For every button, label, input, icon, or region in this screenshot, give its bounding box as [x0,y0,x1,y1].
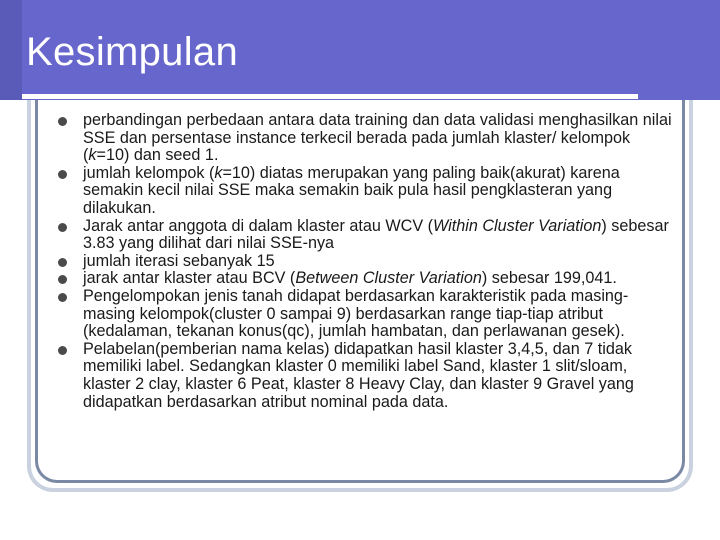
text-segment: perbandingan perbedaan antara data training dan data validasi menghasilkan nilai SSE dan persentase instance terkecil berada pada jumlah klaster/ kelompok ( [83,111,672,165]
text-segment: Pelabelan(pemberian nama kelas) didapatkan hasil klaster 3,4,5, dan 7 tidak memiliki label. Sedangkan klaster 0 memiliki label Sand, klaster 1 slit/sloam, klaster 2 clay, klaster 6 Peat, klaster 8 Heavy Clay, dan klaster 9 Gravel yang didapatkan berdasarkan atribut nominal pada data. [83,339,634,411]
text-segment: ) sebesar 3.83 yang dilihat dari nilai SSE-nya [83,216,669,253]
bullet-text [83,287,628,340]
bullet-dot-icon [58,258,67,267]
bullet-dot-icon [58,275,67,284]
text-segment: =10) dan seed 1. [96,146,219,165]
bullet-text [83,269,617,287]
text-segment: jumlah iterasi sebanyak 15 [83,251,275,270]
bullet-item [63,165,678,218]
text-segment: =10) diatas merupakan yang paling baik(akurat) karena semakin kecil nilai SSE maka semakin baik pula hasil pengklasteran yang dilakukan. [83,163,620,217]
text-segment: Jarak antar anggota di dalam klaster atau WCV ( [83,216,433,235]
bullet-dot-icon [58,117,67,126]
text-segment: ) sebesar 199,041. [481,269,617,288]
bullet-dot-icon [58,170,67,179]
title-underline [22,94,638,99]
bullet-item [63,218,678,253]
italic-term: Within Cluster Variation [433,216,602,235]
bullet-dot-icon [58,293,67,302]
bullet-text [83,164,620,217]
bullet-text [83,340,634,411]
bullet-text [83,252,275,270]
slide-title: Kesimpulan [26,30,239,74]
bullet-item [63,288,678,341]
text-segment: jarak antar klaster atau BCV ( [83,269,296,288]
bullet-dot-icon [58,346,67,355]
bullet-item [63,270,678,288]
bullet-list [63,112,678,411]
italic-term: k [88,146,97,165]
bullet-text [83,217,669,253]
text-segment: Pengelompokan jenis tanah didapat berdasarkan karakteristik pada masing-masing kelompok(cluster 0 sampai 9) berdasarkan range tiap-tiap atribut (kedalaman, tekanan konus(qc), jumlah hambatan, dan perlawanan gesek). [83,286,629,341]
italic-term: k [214,163,223,182]
italic-term: Between Cluster Variation [295,269,482,288]
bullet-item [63,112,678,165]
bullet-item [63,253,678,271]
bullet-text [83,111,672,164]
bullet-item [63,341,678,411]
bullet-dot-icon [58,223,67,232]
text-segment: jumlah kelompok ( [83,163,215,182]
